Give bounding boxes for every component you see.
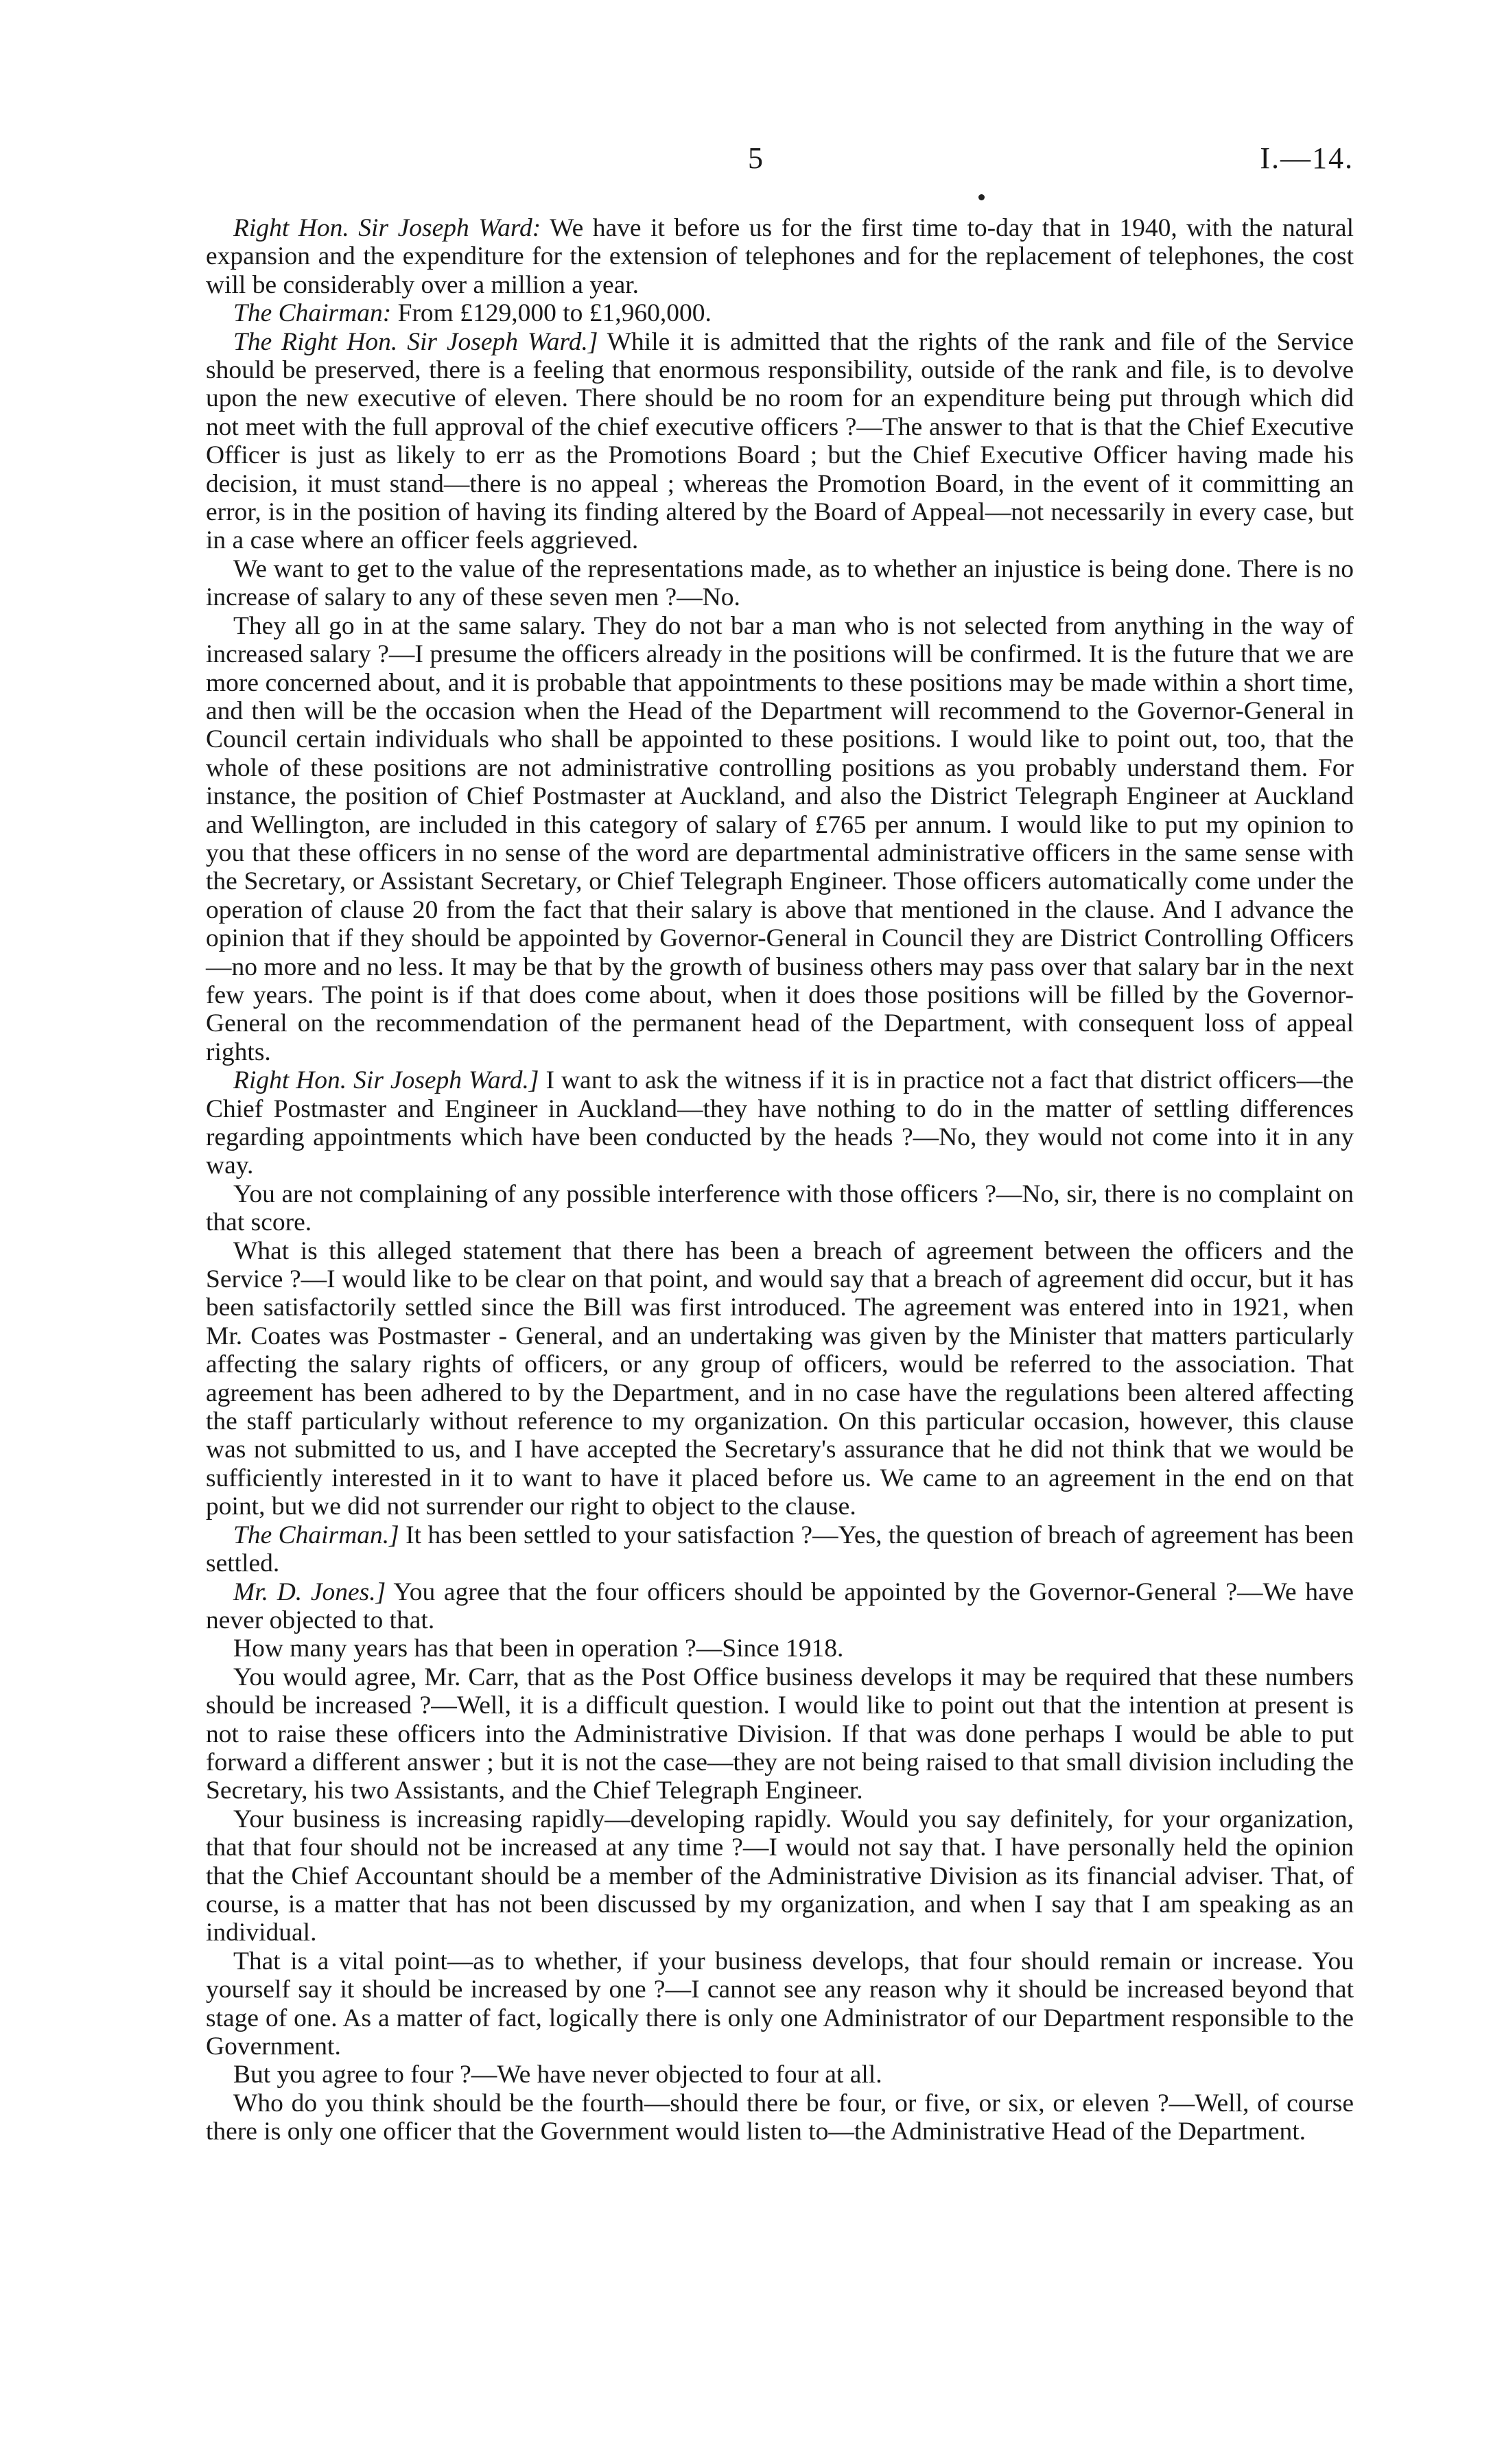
paragraph-text: That is a vital point—as to whether, if your business develops, that four should remain or increase. You yourself say it should be increased by one ?—I cannot see any reason why it should be increased beyond that stage of one. As a matter of fact, logically there is only one Administrator of our Department responsible to the Government. [206, 1947, 1354, 2061]
paragraph [206, 328, 1354, 555]
paragraph-text: Your business is increasing rapidly—developing rapidly. Would you say definitely, for your organization, that that four should not be increased at any time ?—I would not say that. I have personally held the opinion that the Chief Accountant should be a member of the Administrative Division as its financial adviser. That, of course, is a matter that has not been discussed by my organization, and when I say that I am speaking as an individual. [206, 1805, 1354, 1947]
speaker-label: Mr. D. Jones.] [233, 1577, 386, 1606]
paragraph [206, 1066, 1354, 1180]
paragraph [206, 214, 1354, 299]
paragraph-text: You are not complaining of any possible interference with those officers ?—No, sir, there is no complaint on that score. [206, 1180, 1354, 1237]
paragraph [206, 2061, 1354, 2089]
speaker-label: The Chairman.] [233, 1521, 399, 1549]
printer-dot [978, 194, 985, 200]
paragraph-text: We have it before us for the first time to-day that in 1940, with the natural expansion and the expenditure for the extension of telephones and for the replacement of telephones, the cost will be considerably over a million a year. [206, 214, 1354, 299]
paragraph-text: You would agree, Mr. Carr, that as the Post Office business develops it may be required that these numbers should be increased ?—Well, it is a difficult question. I would like to point out that the intention at present is not to raise these officers into the Administrative Division. If that was done perhaps I would be able to put forward a different answer ; but it is not the case—they are not being raised to that small division including the Secretary, his two Assistants, and the Chief Telegraph Engineer. [206, 1663, 1354, 1805]
document-reference: I.—14. [1260, 141, 1354, 175]
paragraph-text: While it is admitted that the rights of the rank and file of the Service should be preserved, there is a feeling that enormous responsibility, outside of the rank and file, is to devolve upon the new executive of eleven. There should be no room for an expenditure being put through which did not meet with the full approval of the chief executive officers ?—The answer to that is that the Chief Executive Officer is just as likely to err as the Promotions Board ; but the Chief Executive Officer having made his decision, it must stand—there is no appeal ; whereas the Promotion Board, in the event of it committing an error, is in the position of having its finding altered by the Board of Appeal—not necessarily in every case, but in a case where an officer feels aggrieved. [206, 327, 1354, 555]
speaker-label: The Chairman: [233, 299, 392, 328]
paragraph [206, 1634, 1354, 1663]
paragraph-text: I want to ask the witness if it is in practice not a fact that district officers—the Chief Postmaster and Engineer in Auckland—they have nothing to do in the matter of settling differences regarding appointments which have been conducted by the heads ?—No, they would not come into it in any way. [206, 1066, 1354, 1180]
paragraph [206, 1578, 1354, 1635]
paragraph-text: What is this alleged statement that there has been a breach of agreement between the officers and the Service ?—I would like to be clear on that point, and would say that a breach of agreement did occur, but it has been satisfactorily settled since the Bill was first introduced. The agreement was entered into in 1921, when Mr. Coates was Postmaster - General, and an undertaking was given by the Minister that matters particularly affecting the salary rights of officers, or any group of officers, would be referred to the association. That agreement has been adhered to by the Department, and in no case have the regulations been altered affecting the staff particularly without reference to my organization. On this particular occasion, however, this clause was not submitted to us, and I have accepted the Secretary's assurance that he did not think that we would be sufficiently interested in it to want to have it placed before us. We came to an agreement in the end on that point, but we did not surrender our right to object to the clause. [206, 1236, 1354, 1521]
paragraph-text: From £129,000 to £1,960,000. [391, 299, 712, 328]
paragraph-text: But you agree to four ?—We have never objected to four at all. [233, 2061, 882, 2089]
paragraph-text: Who do you think should be the fourth—should there be four, or five, or six, or eleven ?—Well, of course there is only one officer that the Government would listen to—the Administrative Head of the Department. [206, 2089, 1354, 2146]
paragraph [206, 1521, 1354, 1578]
speaker-label: The Right Hon. Sir Joseph Ward.] [233, 327, 598, 356]
paragraph-text: How many years has that been in operation ?—Since 1918. [233, 1634, 844, 1663]
paragraph [206, 1180, 1354, 1237]
paragraph-text: They all go in at the same salary. They do not bar a man who is not selected from anything in the way of increased salary ?—I presume the officers already in the positions will be confirmed. It is the future that we are more concerned about, and it is probable that appointments to these positions may be made within a short time, and then will be the occasion when the Head of the Department will recommend to the Governor-General in Council certain individuals who shall be appointed to these positions. I would like to point out, too, that the whole of these positions are not administrative controlling positions as you probably understand them. For instance, the position of Chief Postmaster at Auckland, and also the District Telegraph Engineer at Auckland and Wellington, are included in this category of salary of £765 per annum. I would like to put my opinion to you that these officers in no sense of the word are departmental administrative officers in the same sense with the Secretary, or Assistant Secretary, or Chief Telegraph Engineer. Those officers automatically come under the operation of clause 20 from the fact that their salary is above that mentioned in the clause. And I advance the opinion that if they should be appointed by Governor-General in Council they are District Controlling Officers—no more and no less. It may be that by the growth of business others may pass over that salary bar in the next few years. The point is if that does come about, when it does those positions will be filled by the Governor-General on the recommendation of the permanent head of the Department, with consequent loss of appeal rights. [206, 611, 1354, 1066]
paragraph-text: We want to get to the value of the representations made, as to whether an injustice is being done. There is no increase of salary to any of these seven men ?—No. [206, 554, 1354, 612]
speaker-label: Right Hon. Sir Joseph Ward: [233, 214, 541, 242]
paragraph [206, 299, 1354, 327]
paragraph [206, 555, 1354, 612]
paragraph [206, 1237, 1354, 1521]
document-body [206, 214, 1354, 2146]
page-header [206, 141, 1354, 182]
speaker-label: Right Hon. Sir Joseph Ward.] [233, 1066, 539, 1095]
paragraph-text: You agree that the four officers should be appointed by the Governor-General ?—We have never objected to that. [206, 1577, 1354, 1634]
paragraph-text: It has been settled to your satisfaction ?—Yes, the question of breach of agreement has been settled. [206, 1521, 1354, 1578]
paragraph [206, 1663, 1354, 1805]
paragraph [206, 1805, 1354, 1947]
paragraph [206, 612, 1354, 1067]
paragraph [206, 1947, 1354, 2061]
paragraph [206, 2089, 1354, 2146]
page-number: 5 [748, 141, 763, 175]
